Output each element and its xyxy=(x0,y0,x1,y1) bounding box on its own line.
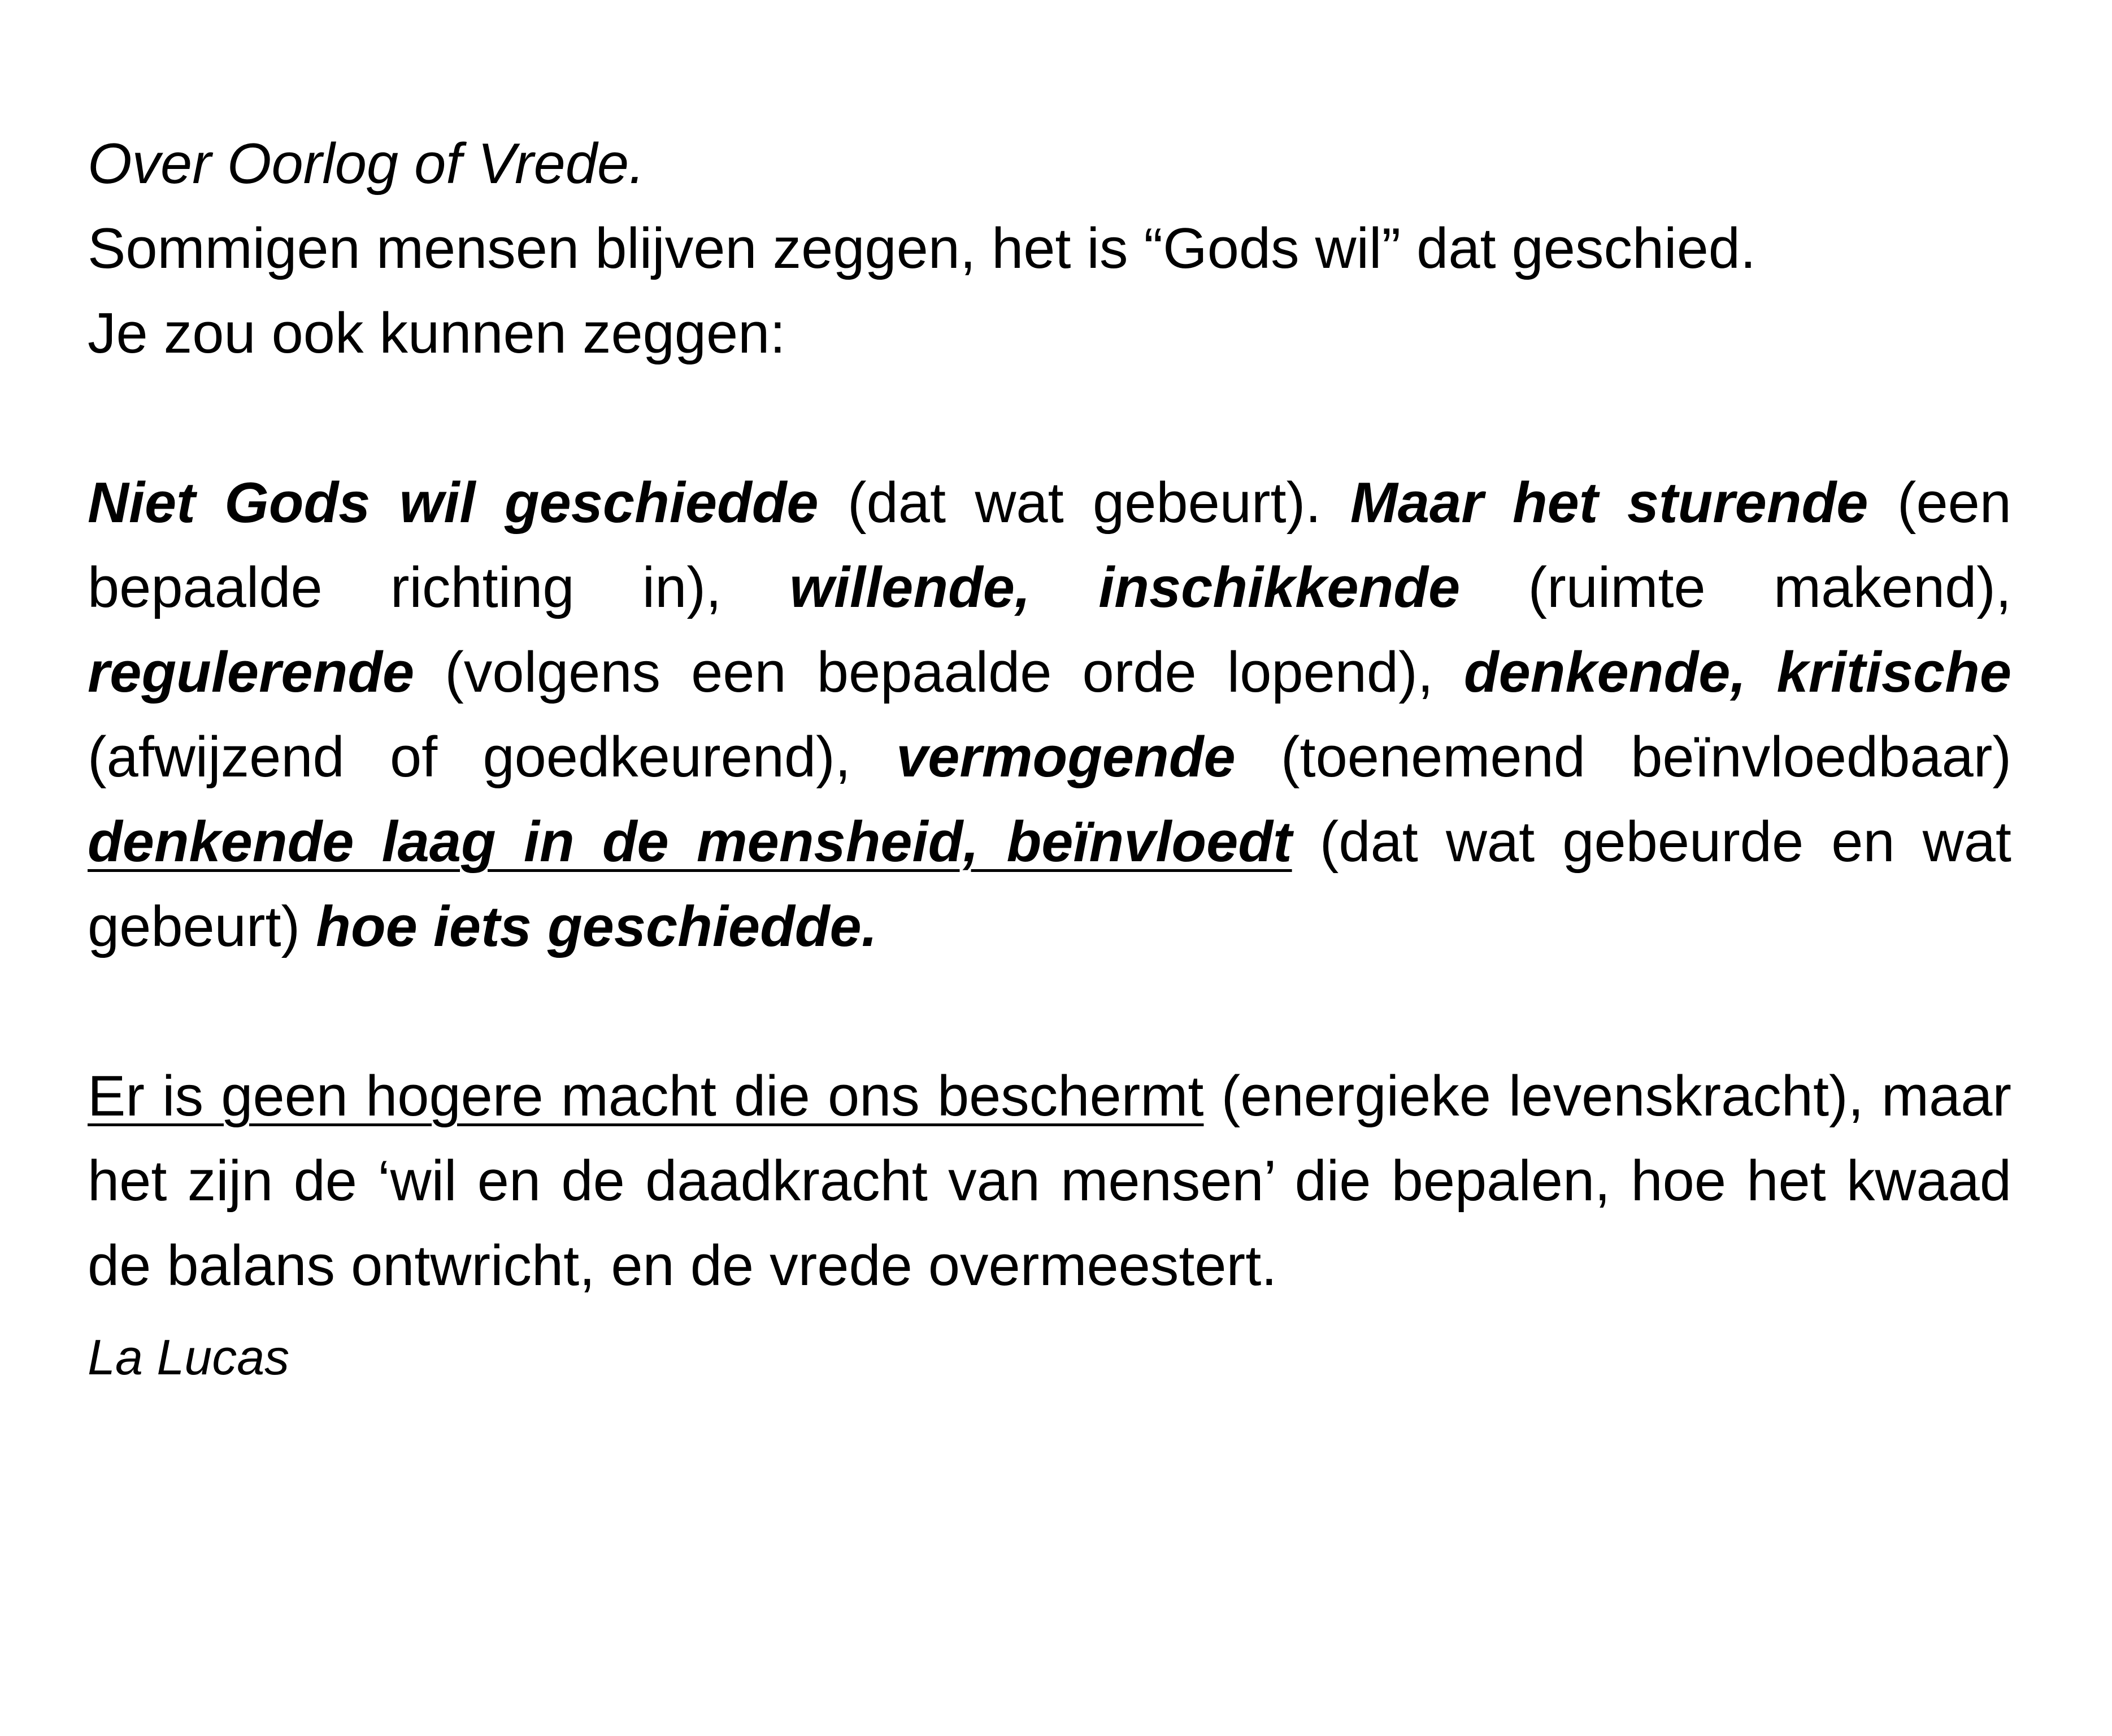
emphasis-text: denkende, kritische xyxy=(1463,641,2011,704)
emphasis-text: Maar het sturende xyxy=(1350,471,1868,535)
intro-line-2: Je zou ook kunnen zeggen: xyxy=(88,302,786,365)
paragraph-text: (afwijzend of goedkeurend), xyxy=(88,726,897,789)
paragraph-text: (energieke levenskracht), maar het zijn de ‘wil en de daadkracht van mensen’ die bepalen, hoe het kwaad de balans ontwricht, en de vrede overmeestert. xyxy=(88,1065,2012,1297)
blank-line xyxy=(88,969,2011,1054)
paragraph-text: (toenemend beïnvloedbaar) xyxy=(1235,726,2012,789)
emphasis-text: willende, inschikkende xyxy=(789,556,1461,619)
paragraph-2 xyxy=(88,1054,2011,1308)
emphasis-text: hoe iets geschiedde. xyxy=(316,895,877,958)
paragraph-text: (volgens een bepaalde orde lopend), xyxy=(414,641,1464,704)
emphasis-text: Niet Gods wil geschiedde xyxy=(88,471,819,535)
underlined-text: Er is geen hogere macht die ons beschermt xyxy=(88,1065,1204,1128)
paragraph-text: (ruimte makend), xyxy=(1460,556,2012,619)
paragraph-text: (dat wat gebeurde en wat gebeurt) xyxy=(88,810,2011,958)
blank-line xyxy=(88,376,2011,461)
intro-line-1: Sommigen mensen blijven zeggen, het is “Gods wil” dat geschied. xyxy=(88,217,1756,280)
emphasis-text: regulerende xyxy=(88,641,415,704)
emphasis-text: vermogende xyxy=(896,726,1236,789)
paragraph-text: (een bepaalde richting in), xyxy=(88,471,2011,619)
document-title: Over Oorlog of Vrede. xyxy=(88,132,645,196)
signature: La Lucas xyxy=(88,1329,290,1385)
paragraph-1 xyxy=(88,461,2011,969)
document-page xyxy=(88,121,2011,1394)
underlined-emphasis-text: denkende laag in de mensheid, beïnvloedt xyxy=(88,810,1292,874)
paragraph-text: (dat wat gebeurt). xyxy=(818,471,1350,535)
